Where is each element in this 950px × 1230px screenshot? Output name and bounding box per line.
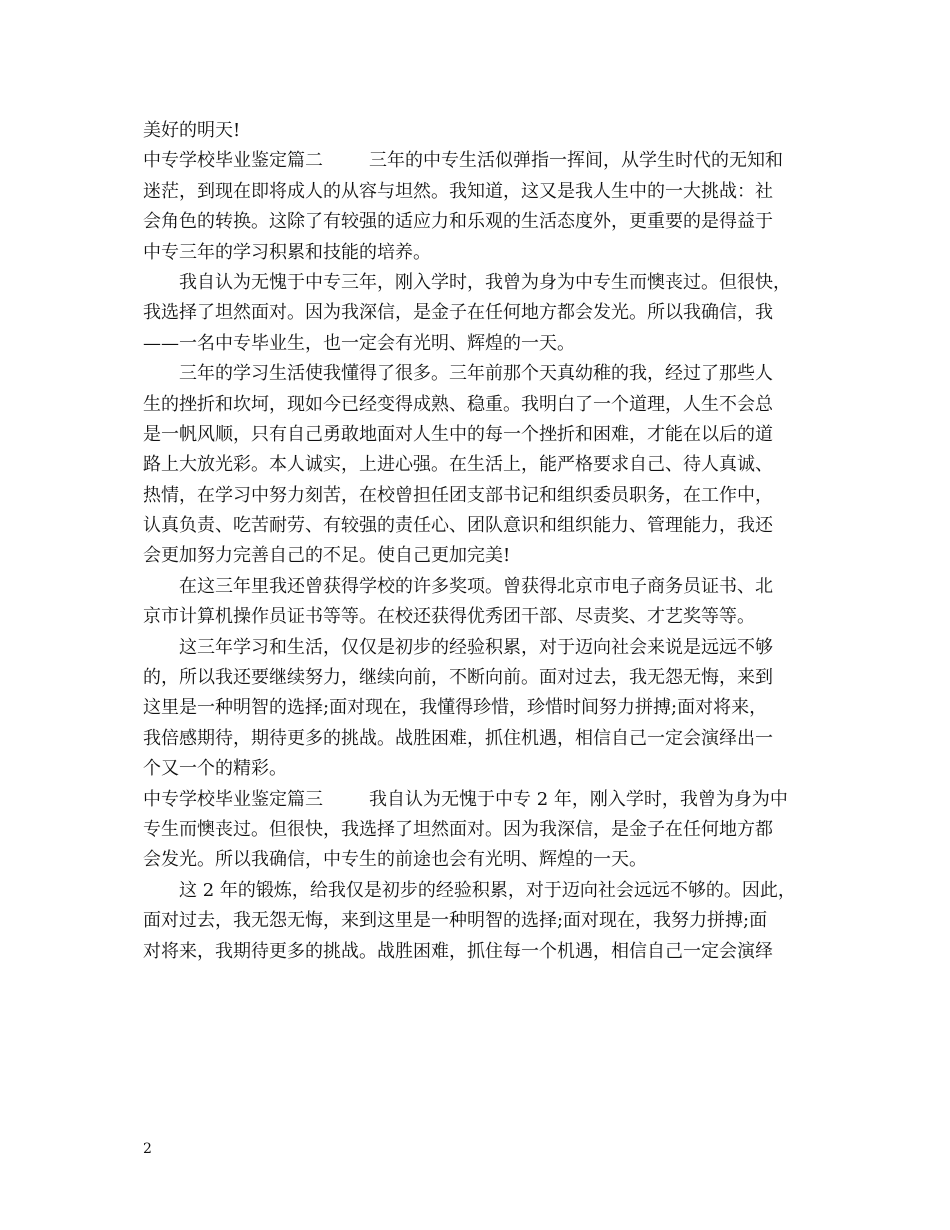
text-segment: 我自认为无愧于中专 2 年，刚入学时，我曾为身为中 [369, 788, 788, 810]
text-line: 专生而懊丧过。但很快，我选择了坦然面对。因为我深信，是金子在任何地方都 [143, 818, 773, 840]
text-line-with-heading [143, 785, 810, 815]
text-line: 在这三年里我还曾获得学校的许多奖项。曾获得北京市电子商务员证书、北 [143, 575, 773, 597]
text-line: 是一帆风顺，只有自己勇敢地面对人生中的每一个挫折和困难，才能在以后的道 [143, 423, 773, 445]
text-line: 这三年学习和生活，仅仅是初步的经验积累，对于迈向社会来说是远远不够 [143, 636, 773, 658]
text-line: 生的挫折和坎坷，现如今已经变得成熟、稳重。我明白了一个道理，人生不会总 [143, 393, 773, 415]
text-line: 迷茫，到现在即将成人的从容与坦然。我知道，这又是我人生中的一大挑战：社 [143, 180, 773, 202]
text-line: 面对过去，我无怨无悔，来到这里是一种明智的选择;面对现在，我努力拼搏;面 [143, 910, 768, 932]
text-line: 这里是一种明智的选择;面对现在，我懂得珍惜，珍惜时间努力拼搏;面对将来， [143, 697, 768, 719]
text-line: 路上大放光彩。本人诚实，上进心强。在生活上，能严格要求自己、待人真诚、 [143, 454, 773, 476]
text-line: 这 2 年的锻炼，给我仅是初步的经验积累，对于迈向社会远远不够的。因此， [143, 879, 796, 901]
text-line: 个又一个的精彩。 [143, 758, 287, 780]
text-segment: 三年的中专生活似弹指一挥间，从学生时代的无知和 [369, 150, 783, 172]
text-line: 我选择了坦然面对。因为我深信，是金子在任何地方都会发光。所以我确信，我 [143, 302, 773, 324]
text-line: 三年的学习生活使我懂得了很多。三年前那个天真幼稚的我，经过了那些人 [143, 363, 773, 385]
text-line: ——一名中专毕业生，也一定会有光明、辉煌的一天。 [143, 332, 575, 354]
text-line: 京市计算机操作员证书等等。在校还获得优秀团干部、尽责奖、才艺奖等等。 [143, 606, 755, 628]
page-number: 2 [143, 1141, 152, 1157]
text-line: 认真负责、吃苦耐劳、有较强的责任心、团队意识和组织能力、管理能力，我还 [143, 515, 773, 537]
section-heading-3: 中专学校毕业鉴定篇三 [143, 788, 323, 810]
text-line: 我自认为无愧于中专三年，刚入学时，我曾为身为中专生而懊丧过。但很快， [143, 271, 791, 293]
section-heading-2: 中专学校毕业鉴定篇二 [143, 150, 323, 172]
text-line: 对将来，我期待更多的挑战。战胜困难，抓住每一个机遇，相信自己一定会演绎 [143, 940, 773, 962]
text-line: 中专三年的学习积累和技能的培养。 [143, 241, 431, 263]
text-line: 的，所以我还要继续努力，继续向前，不断向前。面对过去，我无怨无悔，来到 [143, 667, 773, 689]
text-line: 会发光。所以我确信，中专生的前途也会有光明、辉煌的一天。 [143, 849, 647, 871]
text-line: 美好的明天! [143, 120, 241, 141]
text-line-with-heading [143, 146, 810, 176]
text-line: 我倍感期待，期待更多的挑战。战胜困难，抓住机遇，相信自己一定会演绎出一 [143, 727, 773, 749]
document-body [143, 116, 810, 967]
text-line: 热情，在学习中努力刻苦，在校曾担任团支部书记和组织委员职务，在工作中， [143, 484, 773, 506]
text-line: 会角色的转换。这除了有较强的适应力和乐观的生活态度外，更重要的是得益于 [143, 211, 773, 233]
text-line: 会更加努力完善自己的不足。使自己更加完美! [143, 545, 511, 567]
